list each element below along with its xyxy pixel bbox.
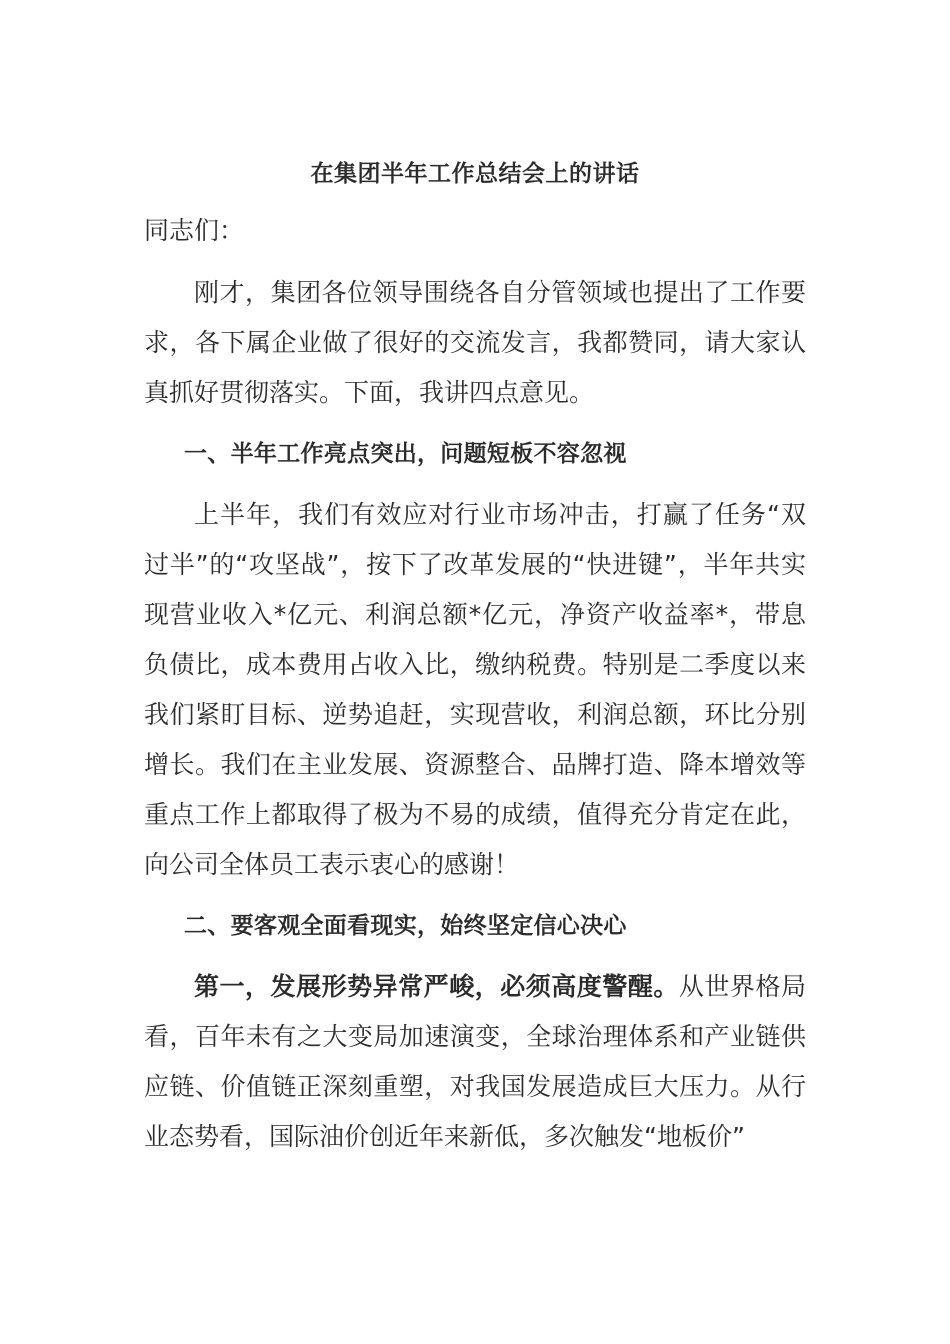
- section-2-heading: 二、要客观全面看现实，始终坚定信心决心: [184, 913, 627, 939]
- intro-paragraph: 刚才，集团各位领导围绕各自分管领域也提出了工作要求，各下属企业做了很好的交流发言，我都赞同，请大家认真抓好贯彻落实。下面，我讲四点意见。: [144, 278, 806, 407]
- document-body: [144, 150, 806, 1162]
- section-2-text: 从世界格局看，百年未有之大变局加速演变，全球治理体系和产业链供应链、价值链正深刻重塑，对我国发展造成巨大压力。从行业态势看，国际油价创近年来新低，多次触发“地板价”: [144, 972, 806, 1151]
- section-2-lead: 第一，发展形势异常严峻，必须高度警醒。: [194, 972, 679, 1001]
- section-1-paragraph: 上半年，我们有效应对行业市场冲击，打赢了任务“双过半”的“攻坚战”，按下了改革发展的“快进键”，半年共实现营业收入*亿元、利润总额*亿元，净资产收益率*，带息负债比，成本费用占收入比，缴纳税费。特别是二季度以来我们紧盯目标、逆势追赶，实现营收，利润总额，环比分别增长。我们在主业发展、资源整合、品牌打造、降本增效等重点工作上都取得了极为不易的成绩，值得充分肯定在此，向公司全体员工表示衷心的感谢！: [144, 500, 806, 879]
- salutation: 同志们：: [144, 216, 245, 245]
- section-2-paragraph: [144, 962, 806, 1162]
- document-title: 在集团半年工作总结会上的讲话: [310, 161, 640, 187]
- section-1-heading: 一、半年工作亮点突出，问题短板不容忽视: [184, 441, 627, 467]
